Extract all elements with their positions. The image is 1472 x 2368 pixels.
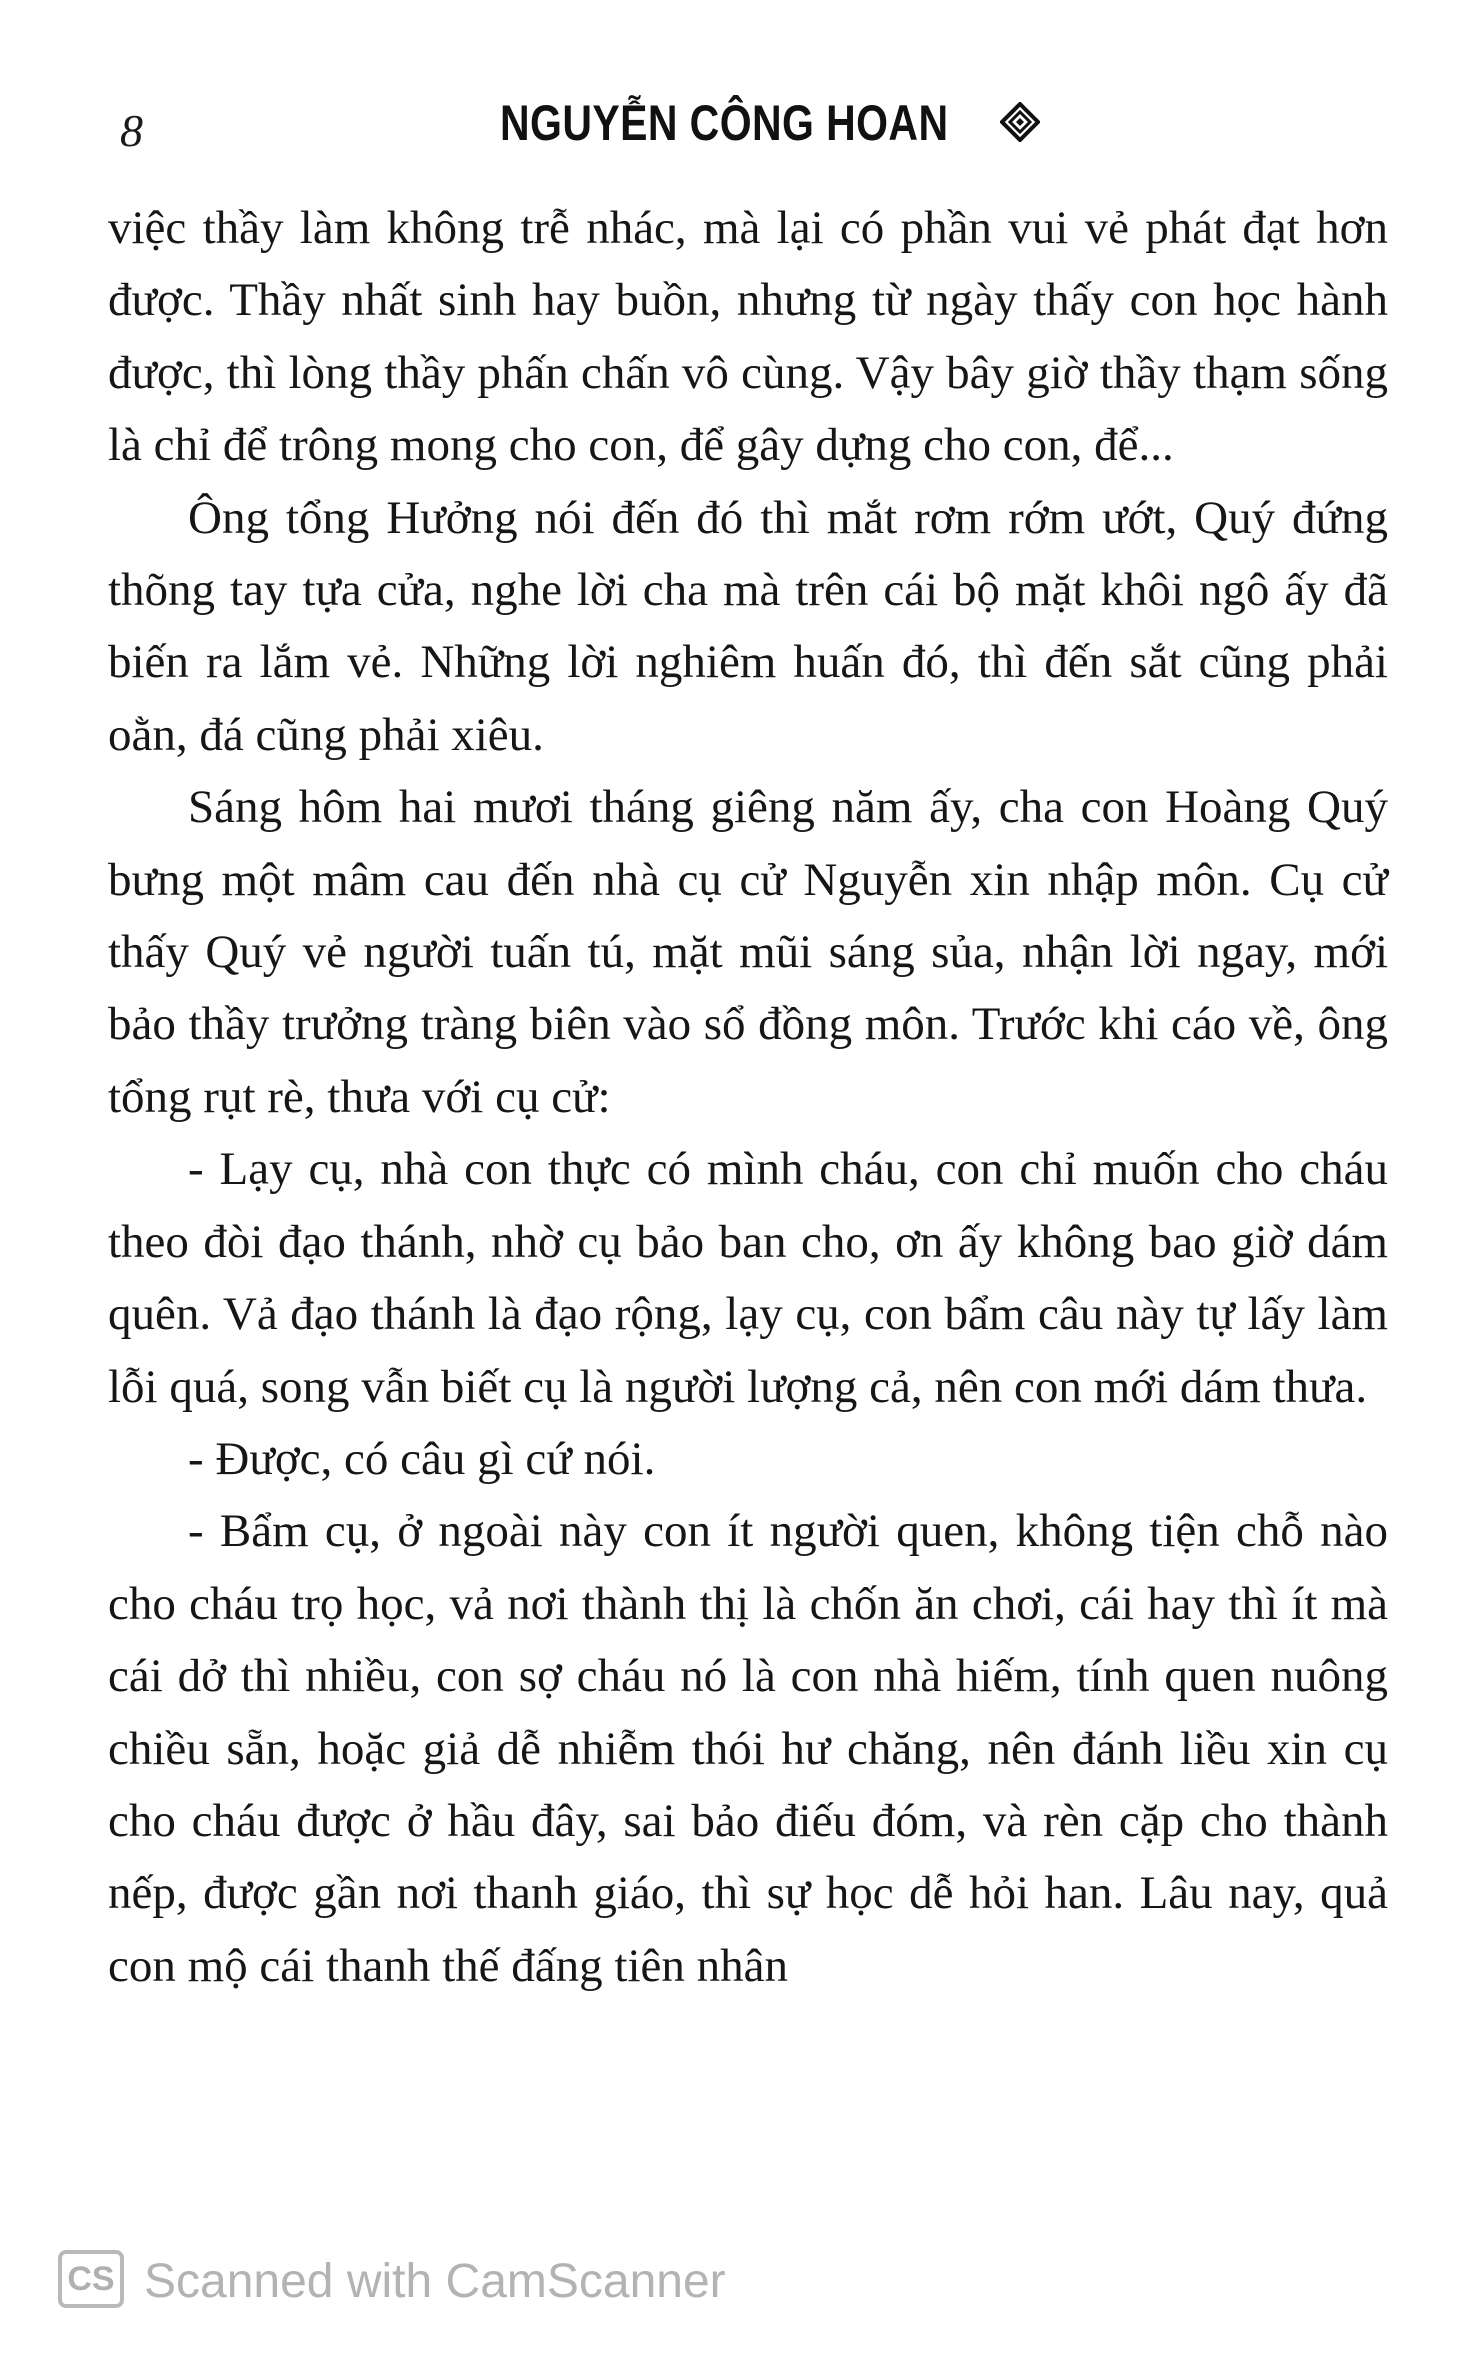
dialogue-paragraph: - Được, có câu gì cứ nói. <box>188 1432 656 1485</box>
page-number: 8 <box>120 105 143 156</box>
page-header <box>0 88 1472 168</box>
watermark-text: Scanned with CamScanner <box>144 2255 726 2308</box>
body-text <box>108 192 1388 2002</box>
running-title: NGUYỄN CÔNG HOAN <box>500 95 949 151</box>
dialogue-paragraph: - Bẩm cụ, ở ngoài này con ít người quen, không tiện chỗ nào cho cháu trọ học, vả nơi thành thị là chốn ăn chơi, cái hay thì ít mà cái dở thì nhiều, con sợ cháu nó là con nhà hiếm, tính quen nuông chiều sẵn, hoặc giả dễ nhiễm thói hư chăng, nên đánh liều xin cụ cho cháu được ở hầu đây, sai bảo điếu đóm, và rèn cặp cho thành nếp, được gần nơi thanh giáo, thì sự học dễ hỏi han. Lâu nay, quả con mộ cái thanh thế đấng tiên nhân <box>108 1505 1388 1992</box>
paragraph-continuation: việc thầy làm không trễ nhác, mà lại có phần vui vẻ phát đạt hơn được. Thầy nhất sinh hay buồn, nhưng từ ngày thấy con học hành được, thì lòng thầy phấn chấn vô cùng. Vậy bây giờ thầy thạm sống là chỉ để trông mong cho con, để gây dựng cho con, để... <box>108 202 1388 472</box>
camscanner-logo-icon: CS <box>58 2250 124 2308</box>
scanner-watermark <box>58 2250 818 2330</box>
paragraph: Ông tổng Hưởng nói đến đó thì mắt rơm rớm ướt, Quý đứng thõng tay tựa cửa, nghe lời cha mà trên cái bộ mặt khôi ngô ấy đã biến ra lắm vẻ. Những lời nghiêm huấn đó, thì đến sắt cũng phải oằn, đá cũng phải xiêu. <box>108 491 1388 761</box>
dialogue-paragraph: - Lạy cụ, nhà con thực có mình cháu, con chỉ muốn cho cháu theo đòi đạo thánh, nhờ cụ bảo ban cho, ơn ấy không bao giờ dám quên. Vả đạo thánh là đạo rộng, lạy cụ, con bẩm câu này tự lấy làm lỗi quá, song vẫn biết cụ là người lượng cả, nên con mới dám thưa. <box>108 1143 1388 1413</box>
paragraph: Sáng hôm hai mươi tháng giêng năm ấy, cha con Hoàng Quý bưng một mâm cau đến nhà cụ cử Nguyễn xin nhập môn. Cụ cử thấy Quý vẻ người tuấn tú, mặt mũi sáng sủa, nhận lời ngay, mới bảo thầy trưởng tràng biên vào sổ đồng môn. Trước khi cáo về, ông tổng rụt rè, thưa với cụ cử: <box>108 781 1388 1123</box>
diamond-ornament-icon <box>1000 102 1040 142</box>
